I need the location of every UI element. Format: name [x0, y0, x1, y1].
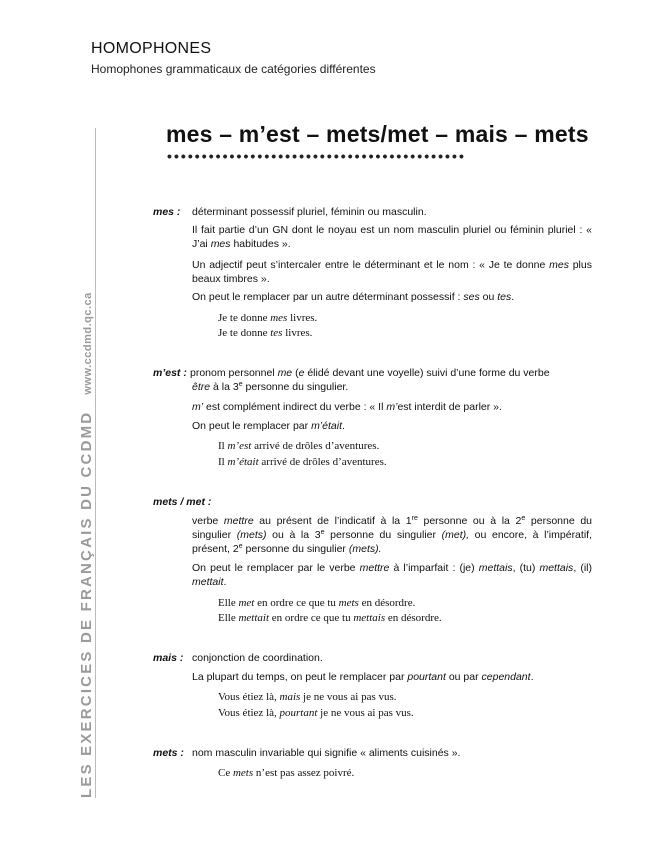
label-mets-met: mets / met :: [153, 496, 212, 508]
mets-noun-example-1: Ce mets n’est pas assez poivré.: [218, 767, 355, 779]
mes-example-1: Je te donne mes livres.: [218, 312, 318, 324]
mais-example-2: Vous étiez là, pourtant je ne vous ai pas vus.: [218, 707, 414, 719]
mes-paragraph-2: Un adjectif peut s’intercaler entre le déterminant et le nom : « Je te donne mes plus beaux timbres ».: [192, 259, 592, 285]
sidebar-url: www.ccdmd.qc.ca: [82, 292, 94, 395]
mes-paragraph-1: Il fait partie d’un GN dont le noyau est un nom masculin pluriel ou féminin pluriel : « J’ai mes habitudes ».: [192, 224, 592, 250]
mest-example-2: Il m’était arrivé de drôles d’aventures.: [218, 456, 387, 468]
mais-paragraph-1: La plupart du temps, on peut le remplacer par pourtant ou par cependant.: [192, 671, 534, 683]
mest-example-1: Il m’est arrivé de drôles d’aventures.: [218, 440, 380, 452]
header-title: HOMOPHONES: [91, 40, 212, 57]
mais-definition: conjonction de coordination.: [192, 652, 323, 664]
mets-noun-definition: nom masculin invariable qui signifie « aliments cuisinés ».: [192, 747, 461, 759]
sidebar-series-label: [78, 292, 95, 798]
mets-verb-example-1: Elle met en ordre ce que tu mets en désordre.: [218, 597, 416, 609]
mets-verb-example-2: Elle mettait en ordre ce que tu mettais en désordre.: [218, 612, 442, 624]
sidebar-divider: [95, 128, 96, 798]
sidebar-series-text: LES EXERCICES DE FRANÇAIS DU CCDMD: [78, 410, 95, 798]
label-mest: m’est :: [153, 367, 187, 379]
label-mais: mais :: [153, 652, 184, 664]
mest-definition: pronom personnel me (e élidé devant une voyelle) suivi d’une forme du verbe être à la 3e personne du singulier.: [190, 367, 550, 393]
mest-paragraph-2: On peut le remplacer par m’était.: [192, 420, 345, 432]
mes-paragraph-3: On peut le remplacer par un autre déterminant possessif : ses ou tes.: [192, 291, 515, 303]
mes-example-2: Je te donne tes livres.: [218, 327, 313, 339]
mest-paragraph-1: m’ est complément indirect du verbe : « Il m’est interdit de parler ».: [192, 401, 502, 413]
mais-example-1: Vous étiez là, mais je ne vous ai pas vus.: [218, 691, 397, 703]
mets-verb-definition: verbe mettre au présent de l’indicatif à la 1re personne ou à la 2e personne du singulier (mets) ou à la 3e personne du singulier (met), ou encore, à l’impératif, présent, 2e personne du singulier (mets).: [192, 515, 592, 555]
label-mets-noun: mets :: [153, 747, 184, 759]
label-mes: mes :: [153, 206, 181, 218]
mes-definition: déterminant possessif pluriel, féminin ou masculin.: [192, 206, 427, 218]
mets-verb-paragraph-2: On peut le remplacer par le verbe mettre à l’imparfait : (je) mettais, (tu) mettais, (il) mettait.: [192, 562, 592, 588]
header-subtitle: Homophones grammaticaux de catégories différentes: [91, 62, 376, 76]
dotted-rule: •••••••••••••••••••••••••••••••••••••••••••: [167, 148, 466, 164]
page-title: mes – m’est – mets/met – mais – mets: [166, 121, 589, 147]
